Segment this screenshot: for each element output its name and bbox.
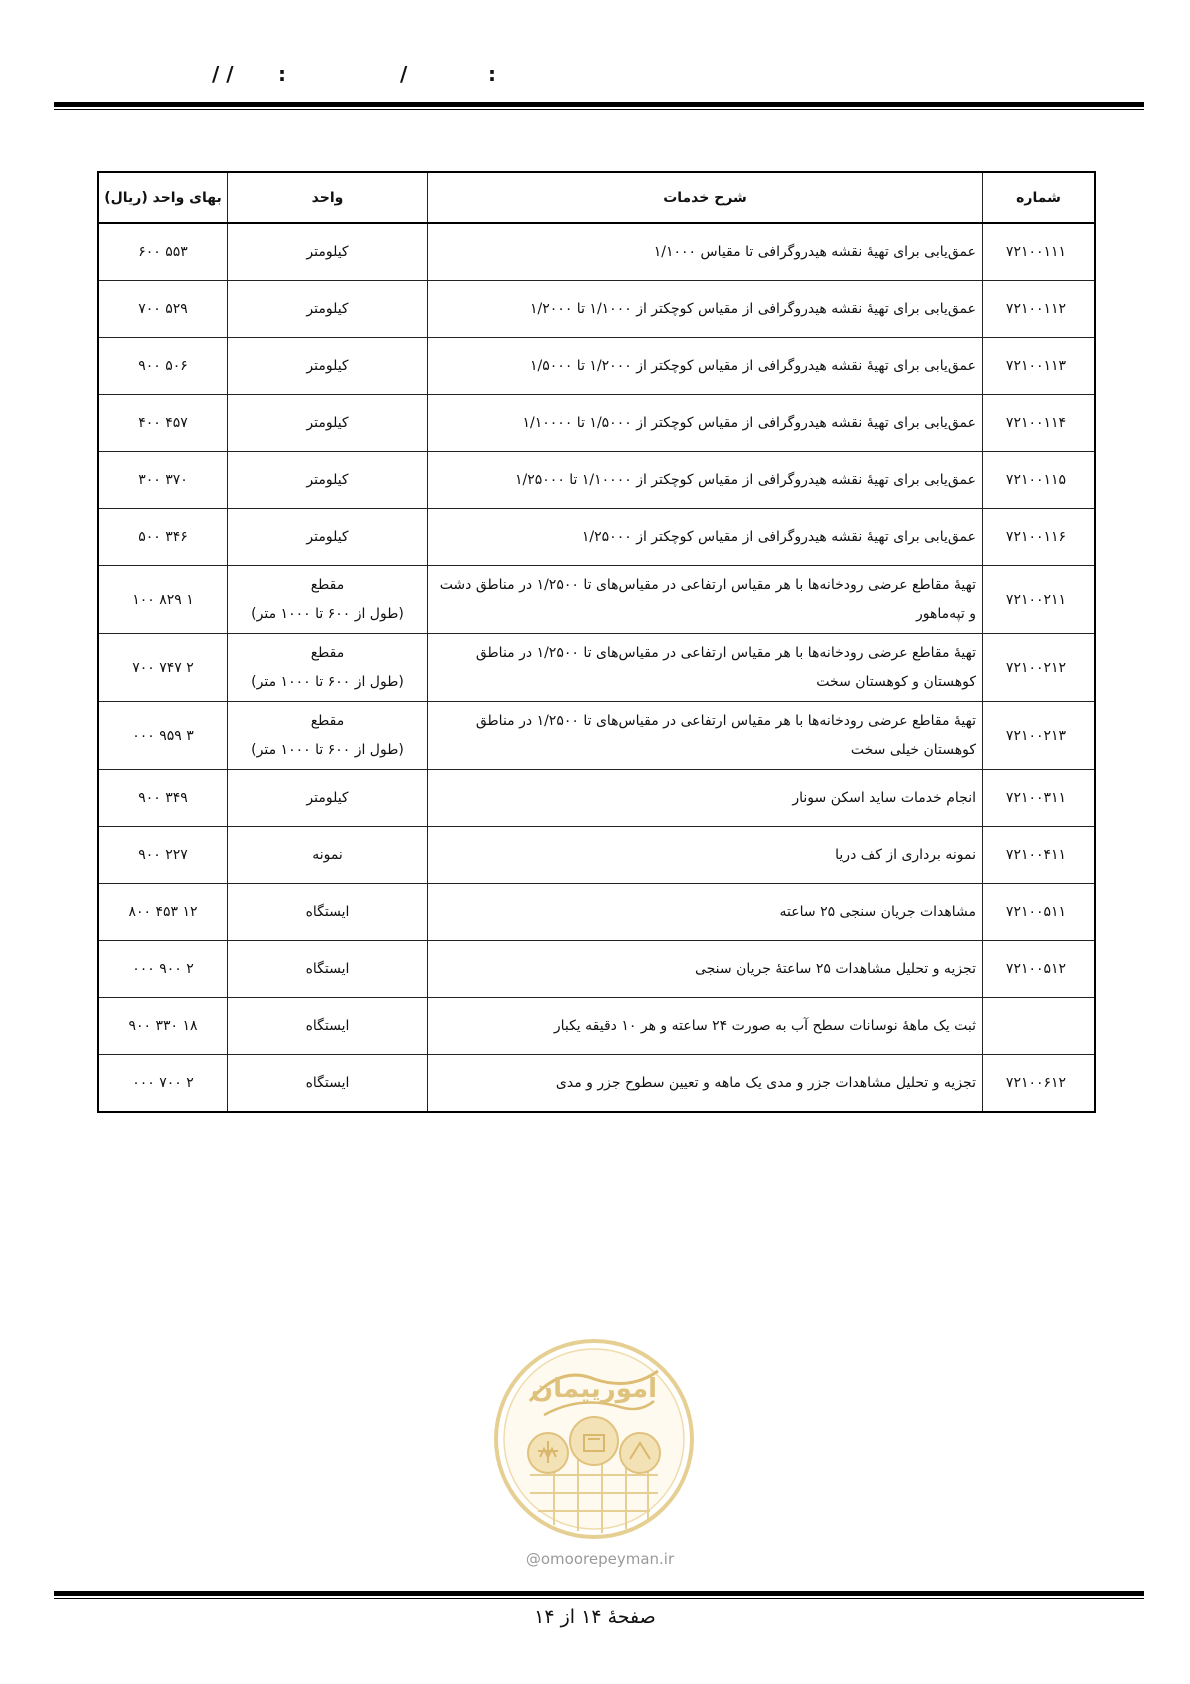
row-price: ۵۰۶ ۹۰۰ bbox=[98, 338, 228, 395]
row-unit bbox=[228, 634, 428, 702]
watermark-seal-logo bbox=[490, 1335, 698, 1543]
table-header-row bbox=[98, 172, 1095, 223]
table-row bbox=[98, 634, 1095, 702]
row-unit-label: کیلومتر bbox=[306, 243, 349, 260]
header-slashes: / / bbox=[212, 62, 234, 86]
row-code: ۷۲۱۰۰۱۱۴ bbox=[983, 395, 1096, 452]
row-unit-label: کیلومتر bbox=[306, 471, 349, 488]
header-unit: واحد bbox=[228, 172, 428, 223]
row-code: ۷۲۱۰۰۴۱۱ bbox=[983, 827, 1096, 884]
row-unit-label: کیلومتر bbox=[306, 528, 349, 545]
row-price: ۱ ۸۲۹ ۱۰۰ bbox=[98, 566, 228, 634]
row-price: ۱۸ ۳۳۰ ۹۰۰ bbox=[98, 998, 228, 1055]
row-description: انجام خدمات ساید اسکن سونار bbox=[428, 770, 983, 827]
row-description: عمق‌یابی برای تهیهٔ نقشه هیدروگرافی از مقیاس کوچکتر از ۱/۱۰۰۰ تا ۱/۲۰۰۰ bbox=[428, 281, 983, 338]
row-code: ۷۲۱۰۰۵۱۲ bbox=[983, 941, 1096, 998]
row-description: عمق‌یابی برای تهیهٔ نقشه هیدروگرافی تا مقیاس ۱/۱۰۰۰ bbox=[428, 223, 983, 281]
row-unit bbox=[228, 338, 428, 395]
row-unit-label: نمونه bbox=[312, 846, 343, 863]
table-row bbox=[98, 395, 1095, 452]
row-unit bbox=[228, 566, 428, 634]
row-unit bbox=[228, 998, 428, 1055]
header-rule bbox=[54, 102, 1144, 110]
row-unit-label: مقطع bbox=[310, 576, 345, 593]
row-price: ۲ ۹۰۰ ۰۰۰ bbox=[98, 941, 228, 998]
row-price: ۲ ۷۴۷ ۷۰۰ bbox=[98, 634, 228, 702]
row-price: ۳۷۰ ۳۰۰ bbox=[98, 452, 228, 509]
row-price: ۳۴۶ ۵۰۰ bbox=[98, 509, 228, 566]
row-code: ۷۲۱۰۰۲۱۳ bbox=[983, 702, 1096, 770]
row-unit-note: (طول از ۶۰۰ تا ۱۰۰۰ متر) bbox=[251, 605, 404, 622]
row-unit-note: (طول از ۶۰۰ تا ۱۰۰۰ متر) bbox=[251, 741, 404, 758]
row-description: تهیهٔ مقاطع عرضی رودخانه‌ها با هر مقیاس ارتفاعی در مقیاس‌های تا ۱/۲۵۰۰ در مناطق دشت و تپه‌ماهور bbox=[428, 566, 983, 634]
row-unit-label: ایستگاه bbox=[305, 1074, 350, 1091]
header-slash: / bbox=[400, 62, 408, 86]
row-unit bbox=[228, 395, 428, 452]
row-unit-label: ایستگاه bbox=[305, 1017, 350, 1034]
header-date-line bbox=[200, 62, 530, 92]
row-unit-label: کیلومتر bbox=[306, 789, 349, 806]
rates-table bbox=[97, 171, 1096, 1113]
row-unit bbox=[228, 509, 428, 566]
row-description: مشاهدات جریان سنجی ۲۵ ساعته bbox=[428, 884, 983, 941]
row-price: ۳۴۹ ۹۰۰ bbox=[98, 770, 228, 827]
logo-calligraphy: امورپیمان bbox=[530, 1374, 658, 1404]
table-row bbox=[98, 281, 1095, 338]
row-description: ثبت یک ماههٔ نوسانات سطح آب به صورت ۲۴ ساعته و هر ۱۰ دقیقه یکبار bbox=[428, 998, 983, 1055]
row-unit-label: کیلومتر bbox=[306, 414, 349, 431]
row-code: ۷۲۱۰۰۲۱۲ bbox=[983, 634, 1096, 702]
row-price: ۲۲۷ ۹۰۰ bbox=[98, 827, 228, 884]
row-code: ۷۲۱۰۰۱۱۳ bbox=[983, 338, 1096, 395]
table-row bbox=[98, 223, 1095, 281]
table-row bbox=[98, 884, 1095, 941]
row-code: ۷۲۱۰۰۱۱۶ bbox=[983, 509, 1096, 566]
header-code: شماره bbox=[983, 172, 1096, 223]
row-price: ۵۲۹ ۷۰۰ bbox=[98, 281, 228, 338]
row-price: ۱۲ ۴۵۳ ۸۰۰ bbox=[98, 884, 228, 941]
row-price: ۵۵۳ ۶۰۰ bbox=[98, 223, 228, 281]
row-unit bbox=[228, 1055, 428, 1113]
header-description: شرح خدمات bbox=[428, 172, 983, 223]
table-row bbox=[98, 338, 1095, 395]
table-row bbox=[98, 566, 1095, 634]
row-description: تجزیه و تحلیل مشاهدات جزر و مدی یک ماهه و تعیین سطوح جزر و مدی bbox=[428, 1055, 983, 1113]
header-colon-left: : bbox=[278, 62, 286, 86]
row-unit bbox=[228, 223, 428, 281]
watermark-website: @omoorepeyman.ir bbox=[525, 1550, 675, 1568]
row-description: تجزیه و تحلیل مشاهدات ۲۵ ساعتهٔ جریان سنجی bbox=[428, 941, 983, 998]
footer-rule bbox=[54, 1591, 1144, 1599]
row-price: ۲ ۷۰۰ ۰۰۰ bbox=[98, 1055, 228, 1113]
row-description: تهیهٔ مقاطع عرضی رودخانه‌ها با هر مقیاس ارتفاعی در مقیاس‌های تا ۱/۲۵۰۰ در مناطق کوهستان خیلی سخت bbox=[428, 702, 983, 770]
row-unit bbox=[228, 884, 428, 941]
row-unit bbox=[228, 702, 428, 770]
row-unit-label: ایستگاه bbox=[305, 903, 350, 920]
table-row bbox=[98, 452, 1095, 509]
row-unit-label: ایستگاه bbox=[305, 960, 350, 977]
row-code: ۷۲۱۰۰۶۱۲ bbox=[983, 1055, 1096, 1113]
row-description: عمق‌یابی برای تهیهٔ نقشه هیدروگرافی از مقیاس کوچکتر از ۱/۲۰۰۰ تا ۱/۵۰۰۰ bbox=[428, 338, 983, 395]
header-price: بهای واحد (ریال) bbox=[98, 172, 228, 223]
row-code: ۷۲۱۰۰۵۱۱ bbox=[983, 884, 1096, 941]
row-unit bbox=[228, 281, 428, 338]
row-description: عمق‌یابی برای تهیهٔ نقشه هیدروگرافی از مقیاس کوچکتر از ۱/۱۰۰۰۰ تا ۱/۲۵۰۰۰ bbox=[428, 452, 983, 509]
table-row bbox=[98, 770, 1095, 827]
row-code: ۷۲۱۰۰۳۱۱ bbox=[983, 770, 1096, 827]
row-description: عمق‌یابی برای تهیهٔ نقشه هیدروگرافی از مقیاس کوچکتر از ۱/۲۵۰۰۰ bbox=[428, 509, 983, 566]
header-colon-right: : bbox=[488, 62, 496, 86]
row-code: ۷۲۱۰۰۱۱۱ bbox=[983, 223, 1096, 281]
row-unit-label: مقطع bbox=[310, 644, 345, 661]
table-row bbox=[98, 998, 1095, 1055]
row-unit-label: کیلومتر bbox=[306, 300, 349, 317]
row-description: نمونه برداری از کف دریا bbox=[428, 827, 983, 884]
row-code: ۷۲۱۰۰۲۱۱ bbox=[983, 566, 1096, 634]
row-code: ۷۲۱۰۰۱۱۲ bbox=[983, 281, 1096, 338]
table-row bbox=[98, 1055, 1095, 1113]
table-row bbox=[98, 827, 1095, 884]
row-unit bbox=[228, 452, 428, 509]
row-price: ۳ ۹۵۹ ۰۰۰ bbox=[98, 702, 228, 770]
table-row bbox=[98, 702, 1095, 770]
row-price: ۴۵۷ ۴۰۰ bbox=[98, 395, 228, 452]
row-description: تهیهٔ مقاطع عرضی رودخانه‌ها با هر مقیاس ارتفاعی در مقیاس‌های تا ۱/۲۵۰۰ در مناطق کوهستان و کوهستان سخت bbox=[428, 634, 983, 702]
row-code bbox=[983, 998, 1096, 1055]
row-unit bbox=[228, 770, 428, 827]
table-row bbox=[98, 941, 1095, 998]
row-unit-note: (طول از ۶۰۰ تا ۱۰۰۰ متر) bbox=[251, 673, 404, 690]
row-description: عمق‌یابی برای تهیهٔ نقشه هیدروگرافی از مقیاس کوچکتر از ۱/۵۰۰۰ تا ۱/۱۰۰۰۰ bbox=[428, 395, 983, 452]
row-unit-label: مقطع bbox=[310, 712, 345, 729]
page-number: صفحهٔ ۱۴ از ۱۴ bbox=[534, 1606, 656, 1628]
row-unit-label: کیلومتر bbox=[306, 357, 349, 374]
table-row bbox=[98, 509, 1095, 566]
row-code: ۷۲۱۰۰۱۱۵ bbox=[983, 452, 1096, 509]
row-unit bbox=[228, 941, 428, 998]
row-unit bbox=[228, 827, 428, 884]
